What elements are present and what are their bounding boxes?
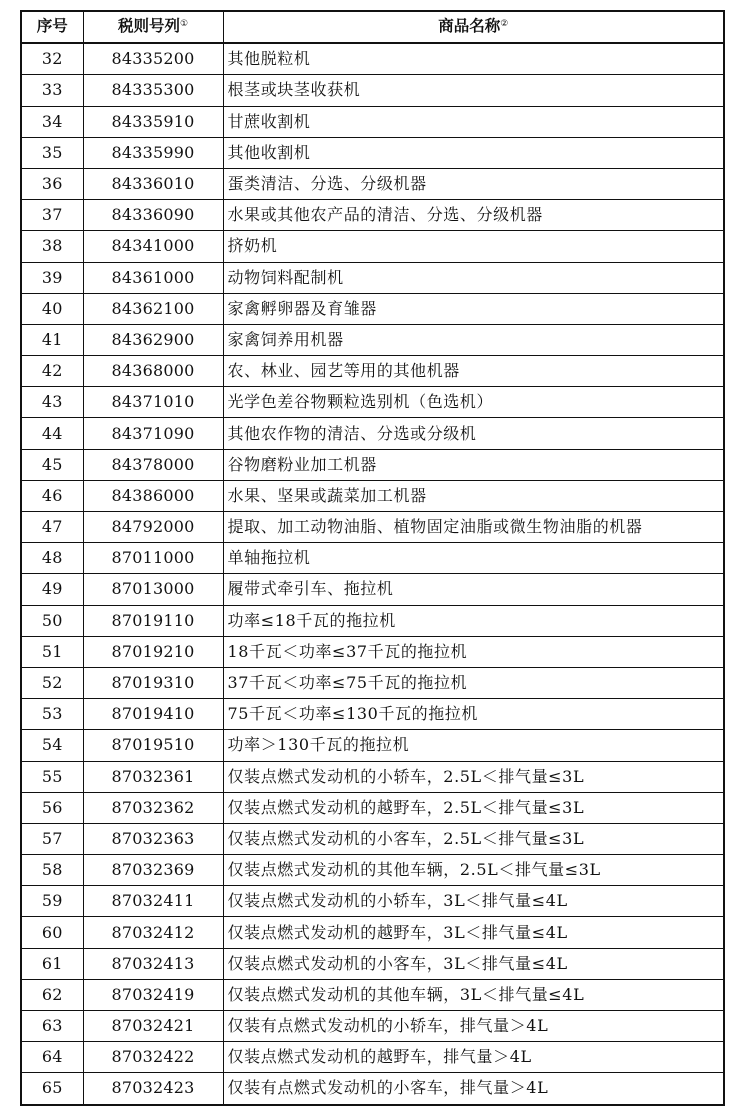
table-row: [21, 137, 724, 168]
tariff-code-cell: 87032413: [83, 948, 223, 979]
footnote-marker-2: ②: [500, 19, 509, 30]
tariff-code-cell: 84335990: [83, 137, 223, 168]
tariff-code-cell: 87013000: [83, 574, 223, 605]
table-row: [21, 1011, 724, 1042]
product-name-cell: 仅装有点燃式发动机的小轿车，排气量＞4L: [223, 1011, 724, 1042]
tariff-code-cell: 87032362: [83, 792, 223, 823]
tariff-code-cell: 87019110: [83, 605, 223, 636]
footnote-marker-1: ①: [179, 19, 189, 30]
tariff-code-cell: 84378000: [83, 449, 223, 480]
tariff-code-cell: 87019510: [83, 730, 223, 761]
tariff-table: [20, 10, 725, 1106]
tariff-code-cell: 84335910: [83, 106, 223, 137]
table-row: [21, 543, 724, 574]
seq-cell: 63: [21, 1011, 83, 1042]
tariff-code-cell: 84362100: [83, 293, 223, 324]
product-name-cell: 根茎或块茎收获机: [223, 75, 724, 106]
product-name-cell: 谷物磨粉业加工机器: [223, 449, 724, 480]
tariff-code-cell: 84335300: [83, 75, 223, 106]
tariff-code-cell: 87032422: [83, 1042, 223, 1073]
tariff-code-cell: 87032412: [83, 917, 223, 948]
product-name-cell: 仅装点燃式发动机的越野车，3L＜排气量≤4L: [223, 917, 724, 948]
seq-cell: 62: [21, 979, 83, 1010]
product-name-cell: 蛋类清洁、分选、分级机器: [223, 168, 724, 199]
seq-cell: 57: [21, 823, 83, 854]
tariff-code-cell: 87019410: [83, 699, 223, 730]
table-row: [21, 106, 724, 137]
seq-cell: 53: [21, 699, 83, 730]
product-name-cell: 仅装点燃式发动机的越野车，排气量＞4L: [223, 1042, 724, 1073]
seq-cell: 64: [21, 1042, 83, 1073]
tariff-code-cell: 84792000: [83, 512, 223, 543]
table-row: [21, 917, 724, 948]
table-row: [21, 823, 724, 854]
tariff-code-cell: 84335200: [83, 43, 223, 75]
header-row: [21, 11, 724, 43]
product-name-cell: 单轴拖拉机: [223, 543, 724, 574]
seq-cell: 42: [21, 356, 83, 387]
tariff-code-cell: 84341000: [83, 231, 223, 262]
seq-cell: 46: [21, 480, 83, 511]
product-name-cell: 仅装点燃式发动机的其他车辆，3L＜排气量≤4L: [223, 979, 724, 1010]
seq-cell: 36: [21, 168, 83, 199]
table-row: [21, 855, 724, 886]
seq-cell: 32: [21, 43, 83, 75]
table-row: [21, 387, 724, 418]
table-row: [21, 574, 724, 605]
seq-cell: 65: [21, 1073, 83, 1105]
seq-cell: 34: [21, 106, 83, 137]
tariff-document: [20, 10, 723, 1106]
tariff-code-cell: 84371010: [83, 387, 223, 418]
seq-cell: 47: [21, 512, 83, 543]
tariff-code-cell: 87032361: [83, 761, 223, 792]
seq-cell: 43: [21, 387, 83, 418]
seq-cell: 33: [21, 75, 83, 106]
seq-cell: 58: [21, 855, 83, 886]
header-seq: [21, 11, 83, 43]
table-row: [21, 231, 724, 262]
tariff-code-cell: 87019310: [83, 667, 223, 698]
table-row: [21, 886, 724, 917]
table-row: [21, 667, 724, 698]
tariff-code-cell: 84368000: [83, 356, 223, 387]
product-name-cell: 甘蔗收割机: [223, 106, 724, 137]
tariff-code-cell: 84361000: [83, 262, 223, 293]
seq-cell: 59: [21, 886, 83, 917]
table-body: [21, 43, 724, 1104]
product-name-cell: 仅装点燃式发动机的小轿车，2.5L＜排气量≤3L: [223, 761, 724, 792]
product-name-cell: 功率＞130千瓦的拖拉机: [223, 730, 724, 761]
product-name-cell: 挤奶机: [223, 231, 724, 262]
tariff-code-cell: 87032369: [83, 855, 223, 886]
table-row: [21, 636, 724, 667]
tariff-code-cell: 87032421: [83, 1011, 223, 1042]
tariff-code-cell: 84386000: [83, 480, 223, 511]
table-row: [21, 200, 724, 231]
tariff-code-cell: 84336090: [83, 200, 223, 231]
table-header: [21, 11, 724, 43]
tariff-code-cell: 84371090: [83, 418, 223, 449]
table-row: [21, 1073, 724, 1105]
product-name-cell: 其他收割机: [223, 137, 724, 168]
table-row: [21, 792, 724, 823]
product-name-cell: 仅装点燃式发动机的小客车，3L＜排气量≤4L: [223, 948, 724, 979]
seq-cell: 56: [21, 792, 83, 823]
tariff-code-cell: 87032423: [83, 1073, 223, 1105]
header-product-name: [223, 11, 724, 43]
table-row: [21, 293, 724, 324]
product-name-cell: 其他脱粒机: [223, 43, 724, 75]
seq-cell: 61: [21, 948, 83, 979]
seq-cell: 50: [21, 605, 83, 636]
product-name-cell: 37千瓦＜功率≤75千瓦的拖拉机: [223, 667, 724, 698]
table-row: [21, 512, 724, 543]
product-name-cell: 75千瓦＜功率≤130千瓦的拖拉机: [223, 699, 724, 730]
tariff-code-cell: 87011000: [83, 543, 223, 574]
seq-cell: 54: [21, 730, 83, 761]
product-name-cell: 仅装点燃式发动机的其他车辆，2.5L＜排气量≤3L: [223, 855, 724, 886]
tariff-code-cell: 84362900: [83, 324, 223, 355]
table-row: [21, 262, 724, 293]
table-row: [21, 75, 724, 106]
table-row: [21, 449, 724, 480]
header-tariff-code-label: 税则号列: [117, 17, 180, 36]
product-name-cell: 功率≤18千瓦的拖拉机: [223, 605, 724, 636]
tariff-code-cell: 87032363: [83, 823, 223, 854]
product-name-cell: 家禽饲养用机器: [223, 324, 724, 355]
product-name-cell: 仅装点燃式发动机的小轿车，3L＜排气量≤4L: [223, 886, 724, 917]
product-name-cell: 仅装点燃式发动机的越野车，2.5L＜排气量≤3L: [223, 792, 724, 823]
seq-cell: 35: [21, 137, 83, 168]
product-name-cell: 水果或其他农产品的清洁、分选、分级机器: [223, 200, 724, 231]
seq-cell: 41: [21, 324, 83, 355]
product-name-cell: 提取、加工动物油脂、植物固定油脂或微生物油脂的机器: [223, 512, 724, 543]
table-row: [21, 43, 724, 75]
header-product-name-label: 商品名称: [438, 17, 501, 36]
seq-cell: 38: [21, 231, 83, 262]
table-row: [21, 605, 724, 636]
seq-cell: 48: [21, 543, 83, 574]
product-name-cell: 仅装有点燃式发动机的小客车，排气量＞4L: [223, 1073, 724, 1105]
product-name-cell: 家禽孵卵器及育雏器: [223, 293, 724, 324]
table-row: [21, 979, 724, 1010]
seq-cell: 40: [21, 293, 83, 324]
product-name-cell: 履带式牵引车、拖拉机: [223, 574, 724, 605]
product-name-cell: 动物饲料配制机: [223, 262, 724, 293]
table-row: [21, 948, 724, 979]
seq-cell: 52: [21, 667, 83, 698]
table-row: [21, 480, 724, 511]
tariff-code-cell: 87032411: [83, 886, 223, 917]
table-row: [21, 324, 724, 355]
product-name-cell: 其他农作物的清洁、分选或分级机: [223, 418, 724, 449]
product-name-cell: 18千瓦＜功率≤37千瓦的拖拉机: [223, 636, 724, 667]
table-row: [21, 761, 724, 792]
seq-cell: 39: [21, 262, 83, 293]
table-row: [21, 418, 724, 449]
seq-cell: 37: [21, 200, 83, 231]
seq-cell: 51: [21, 636, 83, 667]
product-name-cell: 水果、坚果或蔬菜加工机器: [223, 480, 724, 511]
table-row: [21, 1042, 724, 1073]
product-name-cell: 光学色差谷物颗粒选别机（色选机）: [223, 387, 724, 418]
seq-cell: 44: [21, 418, 83, 449]
tariff-code-cell: 87019210: [83, 636, 223, 667]
tariff-code-cell: 84336010: [83, 168, 223, 199]
table-row: [21, 730, 724, 761]
table-row: [21, 699, 724, 730]
tariff-code-cell: 87032419: [83, 979, 223, 1010]
seq-cell: 60: [21, 917, 83, 948]
seq-cell: 45: [21, 449, 83, 480]
product-name-cell: 农、林业、园艺等用的其他机器: [223, 356, 724, 387]
seq-cell: 55: [21, 761, 83, 792]
table-row: [21, 356, 724, 387]
product-name-cell: 仅装点燃式发动机的小客车，2.5L＜排气量≤3L: [223, 823, 724, 854]
header-seq-label: 序号: [36, 17, 68, 36]
header-tariff-code: [83, 11, 223, 43]
table-row: [21, 168, 724, 199]
seq-cell: 49: [21, 574, 83, 605]
